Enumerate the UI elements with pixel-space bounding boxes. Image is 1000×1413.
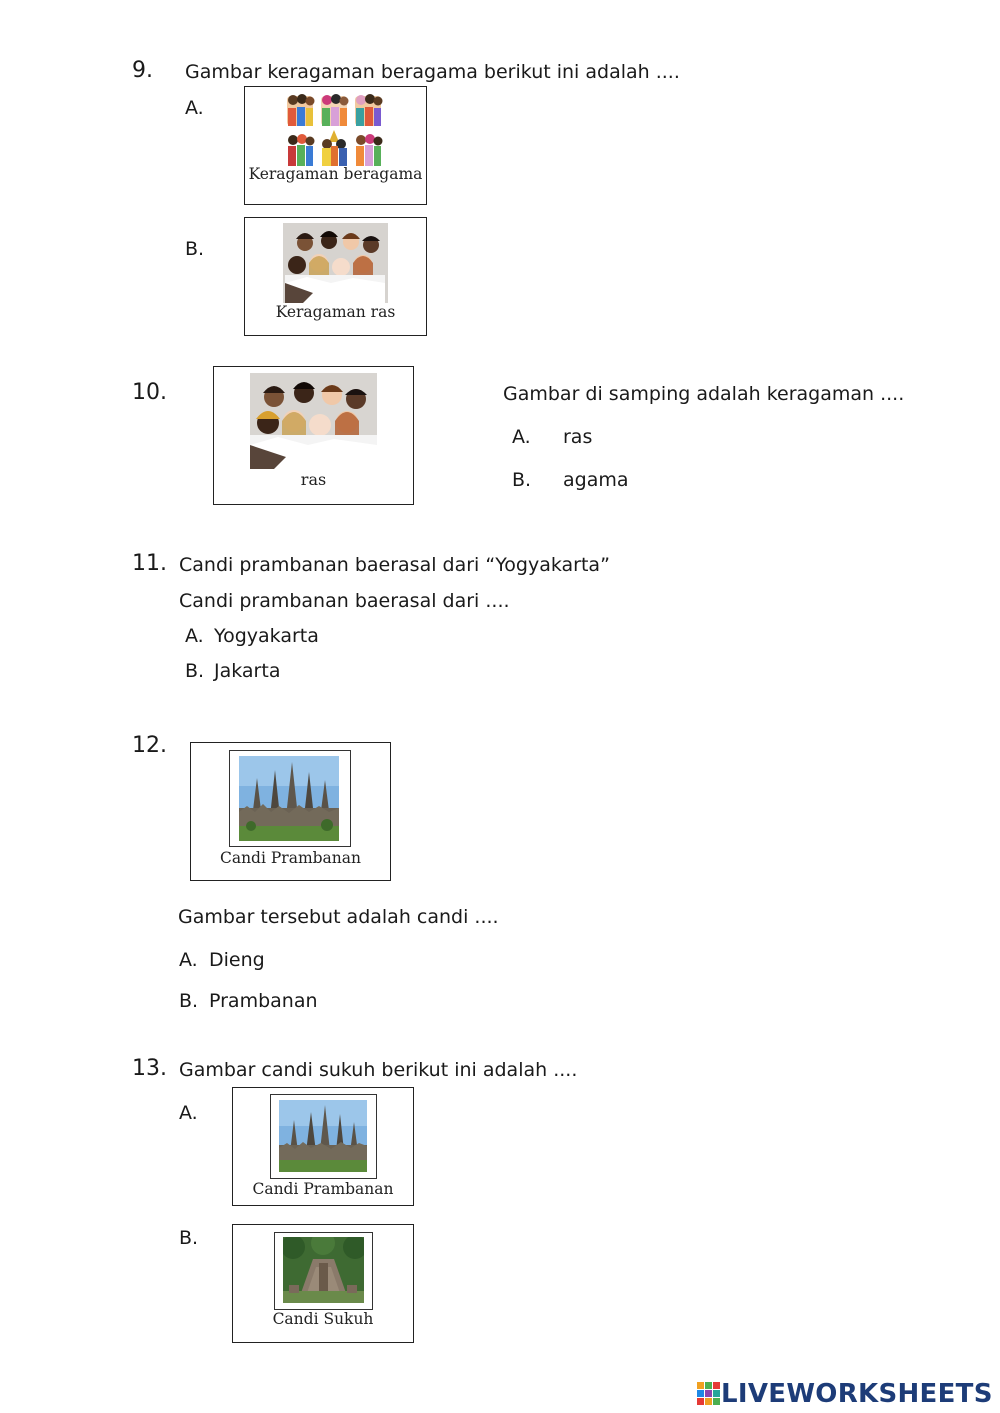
liveworksheets-logo-mark bbox=[697, 1382, 721, 1406]
q12-option-a-letter[interactable]: A. bbox=[179, 949, 198, 971]
q10-option-a-label[interactable]: ras bbox=[563, 426, 593, 448]
q9-option-b-caption: Keragaman ras bbox=[275, 303, 396, 321]
liveworksheets-logo bbox=[697, 1377, 993, 1411]
q13-option-b-caption: Candi Sukuh bbox=[272, 1310, 374, 1328]
q12-caption: Candi Prambanan bbox=[219, 849, 362, 867]
race-group-photo bbox=[250, 373, 377, 469]
q11-option-a-letter[interactable]: A. bbox=[185, 625, 204, 647]
race-diversity-photo bbox=[283, 223, 388, 303]
q13-option-a-letter[interactable]: A. bbox=[179, 1102, 198, 1124]
q13-option-b-card[interactable] bbox=[232, 1224, 414, 1343]
q13-option-a-frame bbox=[270, 1094, 377, 1179]
q9-number: 9. bbox=[132, 58, 153, 83]
q10-option-b-label[interactable]: agama bbox=[563, 469, 629, 491]
q13-option-b-letter[interactable]: B. bbox=[179, 1227, 199, 1249]
q10-number: 10. bbox=[132, 380, 167, 405]
prambanan-temple-photo bbox=[279, 1100, 367, 1172]
q9-option-a-card[interactable] bbox=[244, 86, 427, 205]
sukuh-temple-photo bbox=[283, 1237, 364, 1303]
q13-option-a-card[interactable] bbox=[232, 1087, 414, 1206]
q11-line1: Candi prambanan baerasal dari “Yogyakarta” bbox=[179, 554, 610, 576]
q9-option-b-card[interactable] bbox=[244, 217, 427, 336]
q13-number: 13. bbox=[132, 1056, 167, 1081]
religious-diversity-illustration bbox=[285, 90, 385, 168]
q11-number: 11. bbox=[132, 551, 167, 576]
q10-option-b-letter[interactable]: B. bbox=[512, 469, 532, 491]
q10-caption: ras bbox=[300, 470, 327, 489]
q9-option-a-caption: Keragaman beragama bbox=[248, 165, 423, 183]
q12-photo-frame bbox=[229, 750, 351, 847]
q12-text: Gambar tersebut adalah candi .... bbox=[178, 906, 499, 928]
q9-option-a-letter[interactable]: A. bbox=[185, 97, 204, 119]
q13-option-a-caption: Candi Prambanan bbox=[252, 1180, 394, 1198]
q9-option-b-letter[interactable]: B. bbox=[185, 238, 205, 260]
q9-text: Gambar keragaman beragama berikut ini adalah .... bbox=[185, 61, 680, 83]
q11-line2: Candi prambanan baerasal dari .... bbox=[179, 590, 510, 612]
q12-option-b-label[interactable]: Prambanan bbox=[209, 990, 318, 1012]
prambanan-temple-photo bbox=[239, 756, 339, 841]
q10-text: Gambar di samping adalah keragaman .... bbox=[503, 383, 905, 405]
q11-option-b-letter[interactable]: B. bbox=[185, 660, 205, 682]
q12-image-card bbox=[190, 742, 391, 881]
liveworksheets-brand: LIVEWORKSHEETS bbox=[721, 1379, 993, 1409]
q12-option-b-letter[interactable]: B. bbox=[179, 990, 199, 1012]
q12-number: 12. bbox=[132, 733, 167, 758]
q10-option-a-letter[interactable]: A. bbox=[512, 426, 531, 448]
q13-option-b-frame bbox=[274, 1232, 373, 1310]
q10-image-card bbox=[213, 366, 414, 505]
q11-option-a-label[interactable]: Yogyakarta bbox=[214, 625, 319, 647]
q12-option-a-label[interactable]: Dieng bbox=[209, 949, 265, 971]
q11-option-b-label[interactable]: Jakarta bbox=[214, 660, 281, 682]
q13-text: Gambar candi sukuh berikut ini adalah .... bbox=[179, 1059, 578, 1081]
